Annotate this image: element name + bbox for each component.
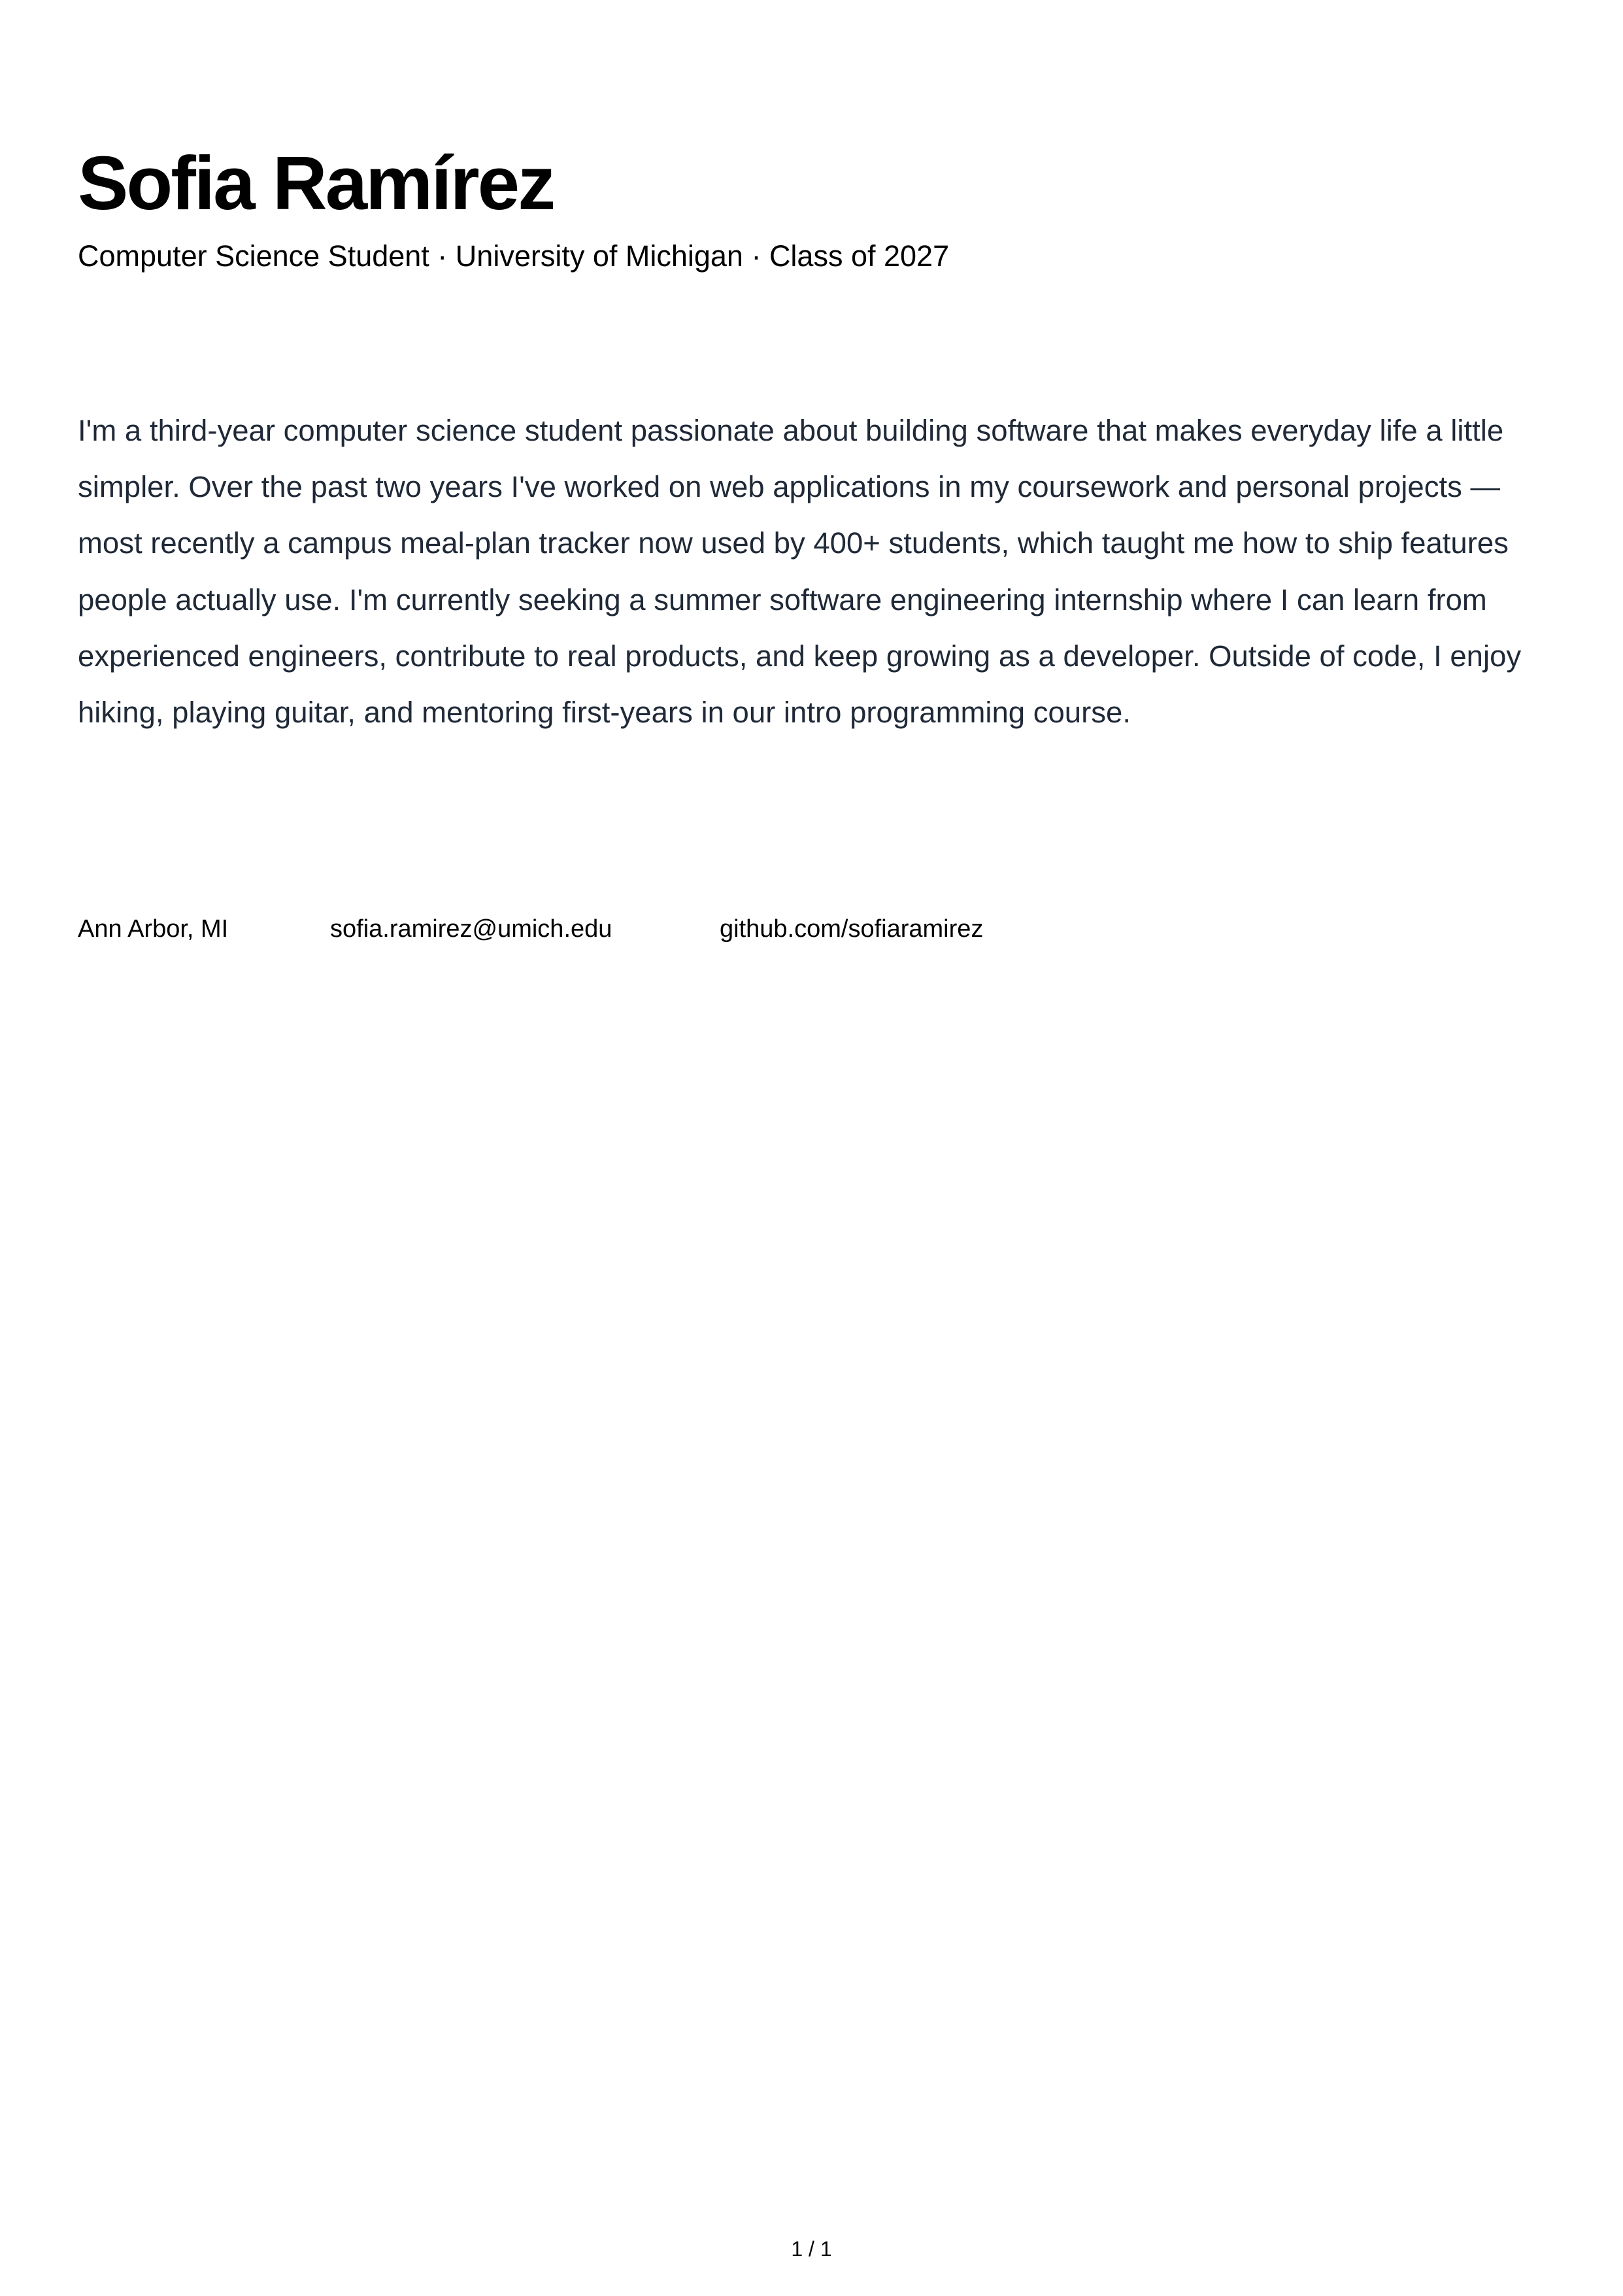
person-name: Sofia Ramírez	[78, 141, 554, 226]
summary-paragraph: I'm a third-year computer science student passionate about building software that makes everyday life a little simpler. Over the past two years I've worked on web applications in my coursework and personal projects — most recently a campus meal-plan tracker now used by 400+ students, which taught me how to ship features people actually use. I'm currently seeking a summer software engineering internship where I can learn from experienced engineers, contribute to real products, and keep growing as a developer. Outside of code, I enjoy hiking, playing guitar, and mentoring first-years in our intro programming course.	[78, 414, 1522, 730]
contact-email[interactable]: sofia.ramirez@umich.edu	[330, 915, 612, 943]
contact-github[interactable]: github.com/sofiaramirez	[720, 915, 984, 943]
contact-location: Ann Arbor, MI	[78, 915, 229, 943]
page-number: 1 / 1	[791, 2237, 832, 2261]
subtitle: Computer Science Student · University of Michigan · Class of 2027	[78, 239, 950, 273]
